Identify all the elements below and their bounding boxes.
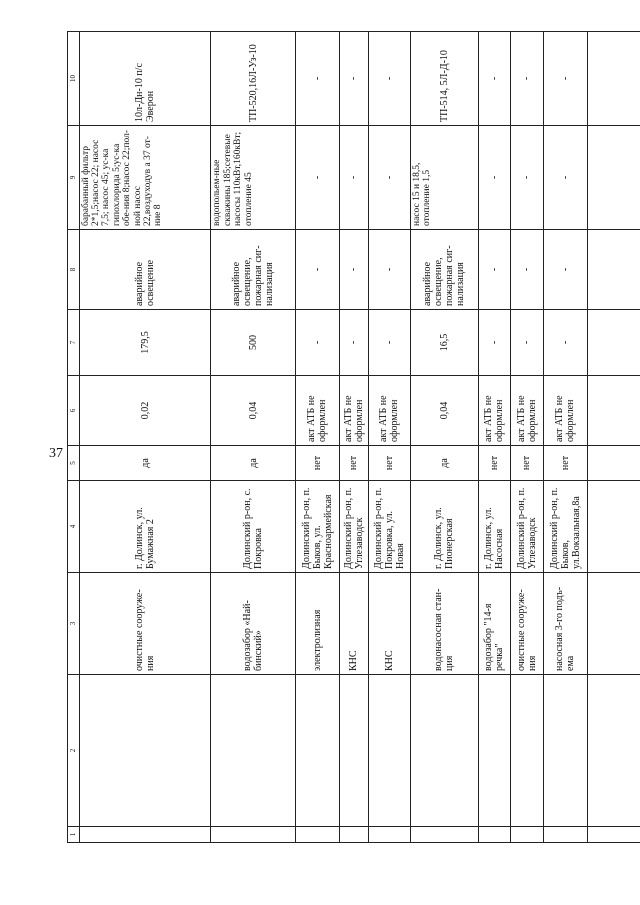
address-cell: Долинский р-он, п. Покровка, ул. Новая bbox=[368, 481, 410, 573]
address-cell: Долинский р-он, п. Быков, ул. Красноармейская bbox=[295, 481, 339, 573]
equipment-cell: водопольем-ные скважины 185;сетевые насосы 110кВт,160кВт; отопление 45 bbox=[211, 126, 295, 230]
power-cell: - bbox=[368, 310, 410, 376]
equipment-cell: - bbox=[543, 126, 587, 230]
address-cell: Долинский р-он, с. Покровка bbox=[211, 481, 295, 573]
row-cell-1 bbox=[368, 827, 410, 843]
backup-cell: - bbox=[511, 230, 543, 310]
row-cell-1 bbox=[410, 827, 478, 843]
header-cell-3: 3 bbox=[68, 573, 80, 675]
flag-cell: нет bbox=[478, 446, 510, 481]
backup-cell: - bbox=[543, 230, 587, 310]
address-cell: Долинский р-он, п. Быков, ул.Вокзальная,8а bbox=[543, 481, 587, 573]
substation-cell: ТП-514, 5Л-Д-10 bbox=[410, 32, 478, 126]
header-cell-9: 9 bbox=[68, 126, 80, 230]
flag-cell: нет bbox=[339, 446, 368, 481]
facility-cell: водозабор «Най-бинский» bbox=[211, 573, 295, 675]
power-cell: - bbox=[478, 310, 510, 376]
table-row bbox=[339, 32, 368, 843]
header-cell-8: 8 bbox=[68, 230, 80, 310]
backup-cell: - bbox=[339, 230, 368, 310]
equipment-cell: барабанный фильтр 2*1,5;насос 22; насос 7,5; насос 45; ус-ка гипохлорида 5;ус-ка обе-ния 8;насос 22;пол-ной насос 22,воздуходув а 37 от-ние 8 bbox=[79, 126, 211, 230]
row-cell-8 bbox=[587, 230, 640, 310]
power-cell: - bbox=[511, 310, 543, 376]
row-cell-2 bbox=[478, 675, 510, 827]
rotated-table-container bbox=[67, 32, 640, 843]
row-cell-1 bbox=[478, 827, 510, 843]
flag-cell: нет bbox=[511, 446, 543, 481]
value-cell: акт АТБ не оформлен bbox=[368, 376, 410, 446]
page-number: 37 bbox=[49, 446, 63, 461]
row-cell-2 bbox=[410, 675, 478, 827]
power-cell: 179,5 bbox=[79, 310, 211, 376]
substation-cell: - bbox=[478, 32, 510, 126]
equipment-cell: - bbox=[368, 126, 410, 230]
row-cell-1 bbox=[543, 827, 587, 843]
value-cell: акт АТБ не оформлен bbox=[295, 376, 339, 446]
backup-cell: - bbox=[295, 230, 339, 310]
substation-cell: - bbox=[368, 32, 410, 126]
flag-cell: да bbox=[410, 446, 478, 481]
substation-cell: ТП-520,16Л-Уз-10 bbox=[211, 32, 295, 126]
value-cell: 0,04 bbox=[410, 376, 478, 446]
value-cell: 0,02 bbox=[79, 376, 211, 446]
power-cell: 16,5 bbox=[410, 310, 478, 376]
address-cell: Долинский р-он, п. Углезаводск bbox=[511, 481, 543, 573]
facility-cell: очистные сооруже-ния bbox=[79, 573, 211, 675]
backup-cell: аварийное освещение bbox=[79, 230, 211, 310]
equipment-cell: - bbox=[478, 126, 510, 230]
backup-cell: - bbox=[368, 230, 410, 310]
substation-cell: - bbox=[543, 32, 587, 126]
header-cell-5: 5 bbox=[68, 446, 80, 481]
table-row bbox=[211, 32, 295, 843]
substation-cell: 10л-Дн-10 п/с Эверон bbox=[79, 32, 211, 126]
flag-cell: да bbox=[211, 446, 295, 481]
backup-cell: аварийное освещение, пожарная сиг-нализация bbox=[410, 230, 478, 310]
facility-cell: насосная 3-го подъ-ема bbox=[543, 573, 587, 675]
backup-cell: - bbox=[478, 230, 510, 310]
row-cell-3 bbox=[587, 573, 640, 675]
value-cell: акт АТБ не оформлен bbox=[511, 376, 543, 446]
address-cell: г. Долинск, ул. Насосная bbox=[478, 481, 510, 573]
row-cell-2 bbox=[368, 675, 410, 827]
row-cell-6 bbox=[587, 376, 640, 446]
power-cell: - bbox=[295, 310, 339, 376]
row-cell-7 bbox=[587, 310, 640, 376]
power-cell: 500 bbox=[211, 310, 295, 376]
facility-cell: электролизная bbox=[295, 573, 339, 675]
row-cell-1 bbox=[79, 827, 211, 843]
table-row bbox=[368, 32, 410, 843]
header-cell-10: 10 bbox=[68, 32, 80, 126]
row-cell-2 bbox=[543, 675, 587, 827]
address-cell: г. Долинск, ул. Бумажная 2 bbox=[79, 481, 211, 573]
row-cell-1 bbox=[587, 827, 640, 843]
value-cell: акт АТБ не оформлен bbox=[478, 376, 510, 446]
flag-cell: нет bbox=[368, 446, 410, 481]
row-cell-1 bbox=[295, 827, 339, 843]
equipment-cell: - bbox=[295, 126, 339, 230]
row-cell-1 bbox=[511, 827, 543, 843]
header-cell-7: 7 bbox=[68, 310, 80, 376]
equipment-cell: насос 15 и 18,5, отопление 1,5 bbox=[410, 126, 478, 230]
backup-cell: аварийное освещение, пожарная сиг-нализация bbox=[211, 230, 295, 310]
row-cell-1 bbox=[339, 827, 368, 843]
substation-cell: - bbox=[511, 32, 543, 126]
flag-cell: да bbox=[79, 446, 211, 481]
substation-cell: - bbox=[295, 32, 339, 126]
equipment-cell: - bbox=[339, 126, 368, 230]
facility-cell: водонасосная стан-ция bbox=[410, 573, 478, 675]
row-cell-5 bbox=[587, 446, 640, 481]
row-cell-9 bbox=[587, 126, 640, 230]
flag-cell: нет bbox=[295, 446, 339, 481]
address-cell: Долинский р-он, п. Углезаводск bbox=[339, 481, 368, 573]
row-cell-4 bbox=[587, 481, 640, 573]
facility-cell: очистные сооруже-ния bbox=[511, 573, 543, 675]
table-row bbox=[410, 32, 478, 843]
header-cell-4: 4 bbox=[68, 481, 80, 573]
address-cell: г. Долинск, ул. Пионерская bbox=[410, 481, 478, 573]
value-cell: 0,04 bbox=[211, 376, 295, 446]
power-cell: - bbox=[543, 310, 587, 376]
facility-cell: КНС bbox=[368, 573, 410, 675]
header-cell-1: 1 bbox=[68, 827, 80, 843]
substation-cell: - bbox=[339, 32, 368, 126]
flag-cell: нет bbox=[543, 446, 587, 481]
equipment-cell: - bbox=[511, 126, 543, 230]
row-cell-2 bbox=[587, 675, 640, 827]
row-cell-2 bbox=[511, 675, 543, 827]
table-row bbox=[295, 32, 339, 843]
table-row-empty bbox=[587, 32, 640, 843]
row-cell-2 bbox=[211, 675, 295, 827]
row-cell-1 bbox=[211, 827, 295, 843]
table-row bbox=[478, 32, 510, 843]
row-cell-2 bbox=[295, 675, 339, 827]
row-cell-2 bbox=[79, 675, 211, 827]
value-cell: акт АТБ не оформлен bbox=[543, 376, 587, 446]
data-table bbox=[67, 31, 640, 843]
header-cell-2: 2 bbox=[68, 675, 80, 827]
facility-cell: водозабор "14-я речка" bbox=[478, 573, 510, 675]
facility-cell: КНС bbox=[339, 573, 368, 675]
header-cell-6: 6 bbox=[68, 376, 80, 446]
row-cell-10 bbox=[587, 32, 640, 126]
table-row bbox=[543, 32, 587, 843]
header-row bbox=[68, 32, 80, 843]
power-cell: - bbox=[339, 310, 368, 376]
row-cell-2 bbox=[339, 675, 368, 827]
table-row bbox=[79, 32, 211, 843]
value-cell: акт АТБ не оформлен bbox=[339, 376, 368, 446]
table-row bbox=[511, 32, 543, 843]
